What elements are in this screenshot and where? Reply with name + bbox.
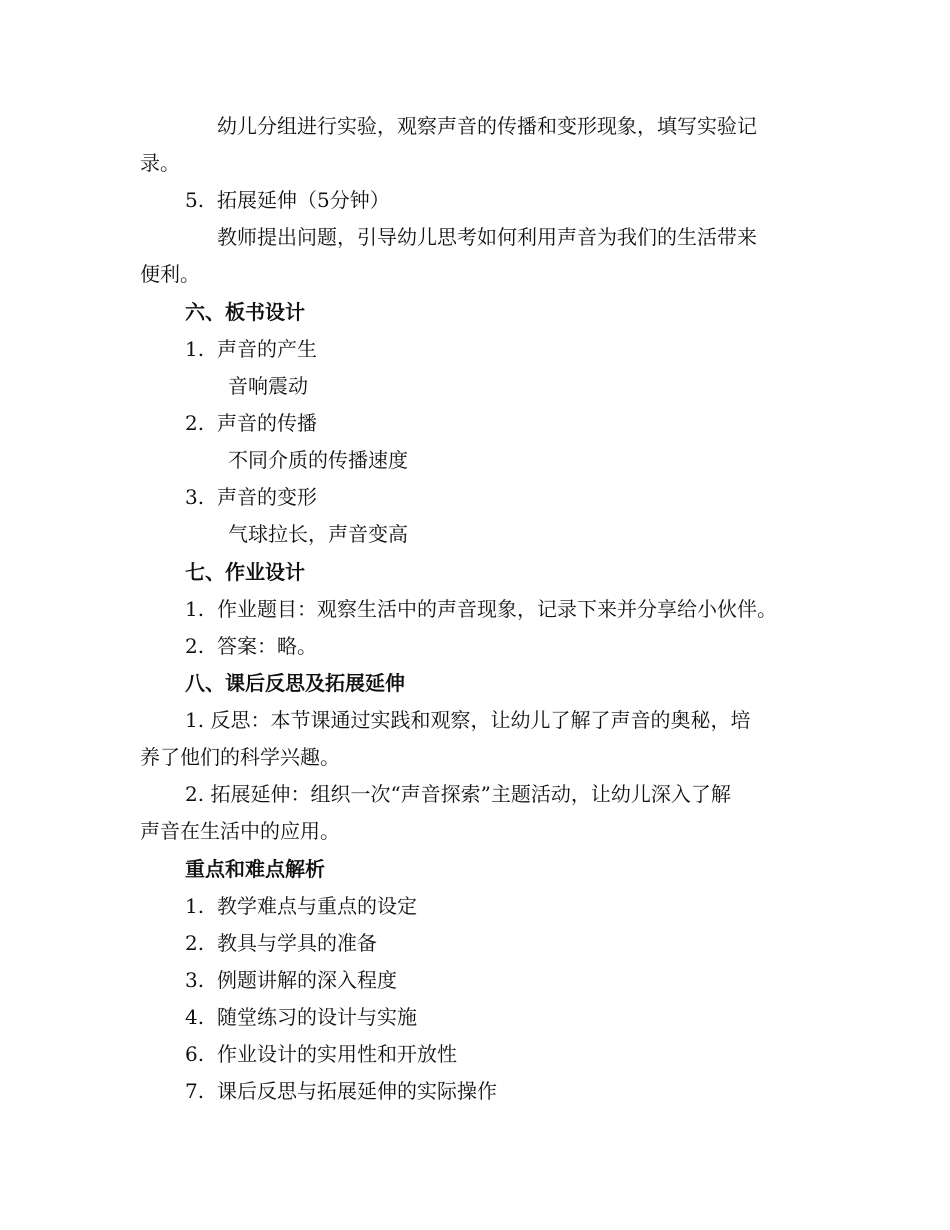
- paragraph-experiment: 幼儿分组进行实验，观察声音的传播和变形现象，填写实验记: [217, 114, 757, 138]
- list-number: 2.: [185, 411, 205, 435]
- list-text: 声音的传播: [217, 411, 317, 435]
- list-subitem-board-3: 气球拉长，声音变高: [228, 522, 408, 546]
- paragraph-teacher-question: 教师提出问题，引导幼儿思考如何利用声音为我们的生活带来: [217, 225, 757, 249]
- list-number: 2.: [185, 931, 205, 955]
- list-item-key-6: [185, 1040, 865, 1068]
- paragraph-reflection-1: 1. 反思：本节课通过实践和观察，让幼儿了解了声音的奥秘，培: [185, 708, 751, 732]
- paragraph-reflection-2: 2. 拓展延伸：组织一次“声音探索”主题活动，让幼儿深入了解: [185, 782, 731, 806]
- list-text: 答案：略。: [217, 634, 317, 658]
- paragraph-reflection-2-cont: 声音在生活中的应用。: [140, 819, 340, 843]
- list-item-board-1: [185, 335, 865, 363]
- list-item-extension: [185, 186, 865, 214]
- list-text: 声音的产生: [217, 337, 317, 361]
- paragraph-teacher-question-cont: 便利。: [140, 262, 200, 286]
- list-item-homework-2: [185, 632, 865, 660]
- list-number: 1.: [185, 894, 205, 918]
- list-text: 作业设计的实用性和开放性: [217, 1042, 457, 1066]
- section-heading-reflection: 八、课后反思及拓展延伸: [185, 671, 405, 695]
- list-item-key-4: [185, 1003, 865, 1031]
- list-subitem-board-2: 不同介质的传播速度: [228, 448, 408, 472]
- list-item-board-3: [185, 483, 865, 511]
- paragraph-reflection-1-cont: 养了他们的科学兴趣。: [140, 745, 340, 769]
- list-text: 随堂练习的设计与实施: [217, 1005, 417, 1029]
- list-number: 1.: [185, 597, 205, 621]
- list-number: 5.: [185, 188, 205, 212]
- list-item-board-2: [185, 409, 865, 437]
- list-number: 2.: [185, 634, 205, 658]
- list-number: 6.: [185, 1042, 205, 1066]
- list-subitem-board-1: 音响震动: [228, 374, 308, 398]
- list-item-key-2: [185, 929, 865, 957]
- list-number: 1.: [185, 337, 205, 361]
- list-text: 拓展延伸（5分钟）: [217, 188, 390, 212]
- list-number: 4.: [185, 1005, 205, 1029]
- list-item-key-1: [185, 892, 865, 920]
- list-text: 声音的变形: [217, 485, 317, 509]
- list-item-key-3: [185, 966, 865, 994]
- list-item-key-7: [185, 1077, 865, 1105]
- list-text: 作业题目：观察生活中的声音现象，记录下来并分享给小伙伴。: [217, 597, 777, 621]
- list-text: 课后反思与拓展延伸的实际操作: [217, 1079, 497, 1103]
- list-number: 7.: [185, 1079, 205, 1103]
- list-text: 教学难点与重点的设定: [217, 894, 417, 918]
- list-item-homework-1: [185, 595, 865, 623]
- section-heading-board-design: 六、板书设计: [185, 300, 305, 324]
- list-number: 3.: [185, 485, 205, 509]
- section-heading-key-points: 重点和难点解析: [185, 857, 325, 881]
- section-heading-homework: 七、作业设计: [185, 560, 305, 584]
- paragraph-experiment-cont: 录。: [140, 151, 180, 175]
- list-text: 例题讲解的深入程度: [217, 968, 397, 992]
- list-text: 教具与学具的准备: [217, 931, 377, 955]
- list-number: 3.: [185, 968, 205, 992]
